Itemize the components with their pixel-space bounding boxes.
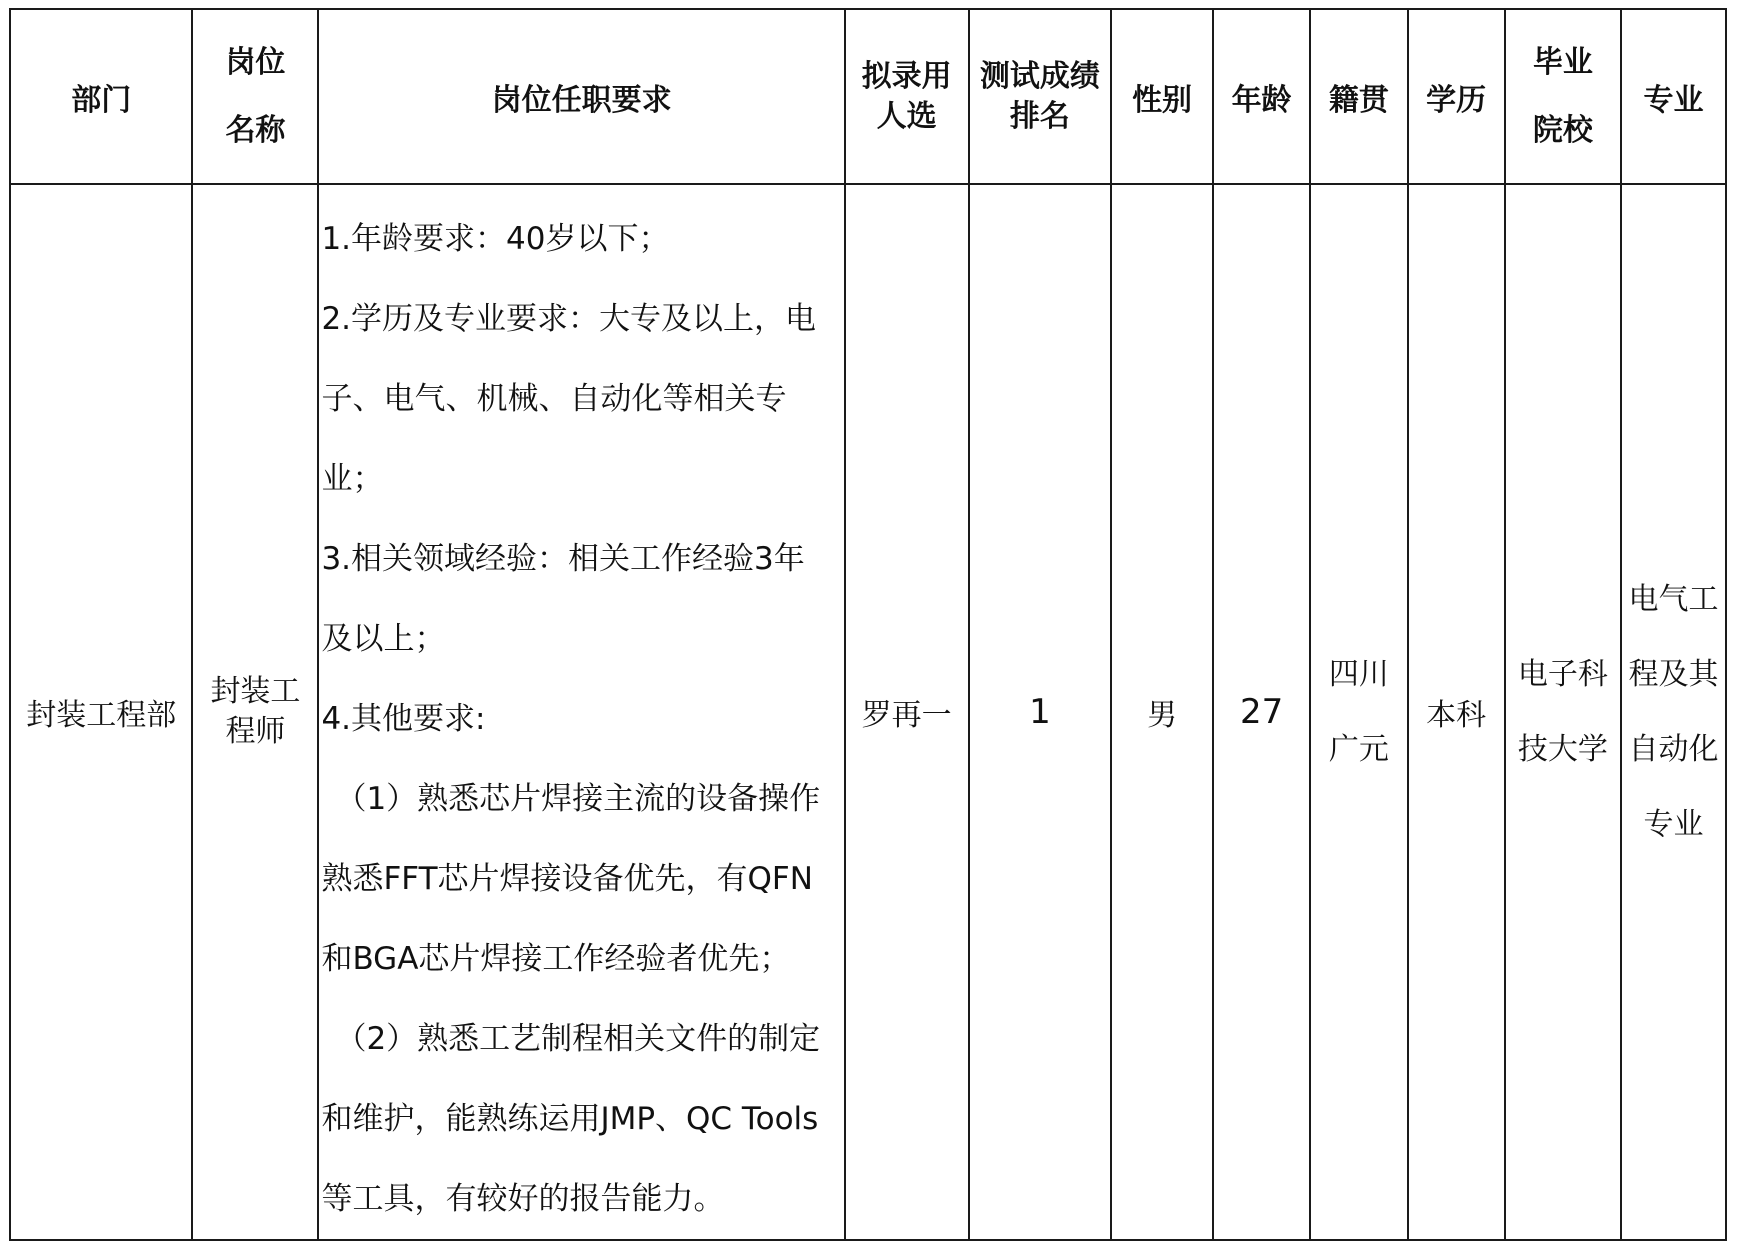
requirement-line: 4.其他要求:	[321, 701, 486, 737]
header-position: 岗位 名称	[192, 9, 318, 184]
cell-department: 封装工程部	[10, 184, 192, 1240]
header-department: 部门	[10, 9, 192, 184]
header-requirements: 岗位任职要求	[318, 9, 844, 184]
header-row	[10, 9, 1726, 184]
requirement-line: 及以上；	[321, 621, 446, 657]
cell-origin: 四川 广元	[1310, 184, 1407, 1240]
header-school: 毕业 院校	[1505, 9, 1621, 184]
requirement-line: 和BGA芯片焊接工作经验者优先；	[321, 941, 791, 977]
requirement-line: 子、电气、机械、自动化等相关专	[321, 381, 787, 417]
cell-age: 27	[1213, 184, 1310, 1240]
requirement-line: 2.学历及专业要求：大专及以上，电	[321, 301, 817, 337]
requirement-line: 1.年龄要求：40岁以下；	[321, 221, 670, 257]
cell-gender: 男	[1111, 184, 1213, 1240]
cell-education: 本科	[1408, 184, 1505, 1240]
cell-position: 封装工 程师	[192, 184, 318, 1240]
requirement-line: 等工具，有较好的报告能力。	[321, 1181, 725, 1217]
requirement-line: 业；	[321, 461, 384, 497]
header-origin: 籍贯	[1310, 9, 1407, 184]
cell-rank: 1	[969, 184, 1112, 1240]
recruitment-table	[9, 8, 1727, 1241]
requirement-line: （1）熟悉芯片焊接主流的设备操作	[335, 781, 821, 817]
header-major: 专业	[1621, 9, 1726, 184]
requirement-line: 3.相关领域经验：相关工作经验3年	[321, 541, 805, 577]
table-row	[10, 184, 1726, 1240]
requirement-line: （2）熟悉工艺制程相关文件的制定	[335, 1021, 821, 1057]
requirement-line: 熟悉FFT芯片焊接设备优先，有QFN	[321, 861, 813, 897]
cell-candidate: 罗再一	[845, 184, 969, 1240]
header-candidate: 拟录用 人选	[845, 9, 969, 184]
cell-requirements	[318, 184, 844, 1240]
requirement-line: 和维护，能熟练运用JMP、QC Tools	[321, 1101, 819, 1137]
header-education: 学历	[1408, 9, 1505, 184]
cell-major: 电气工 程及其 自动化 专业	[1621, 184, 1726, 1240]
header-gender: 性别	[1111, 9, 1213, 184]
cell-school: 电子科 技大学	[1505, 184, 1621, 1240]
header-rank: 测试成绩 排名	[969, 9, 1112, 184]
header-age: 年龄	[1213, 9, 1310, 184]
